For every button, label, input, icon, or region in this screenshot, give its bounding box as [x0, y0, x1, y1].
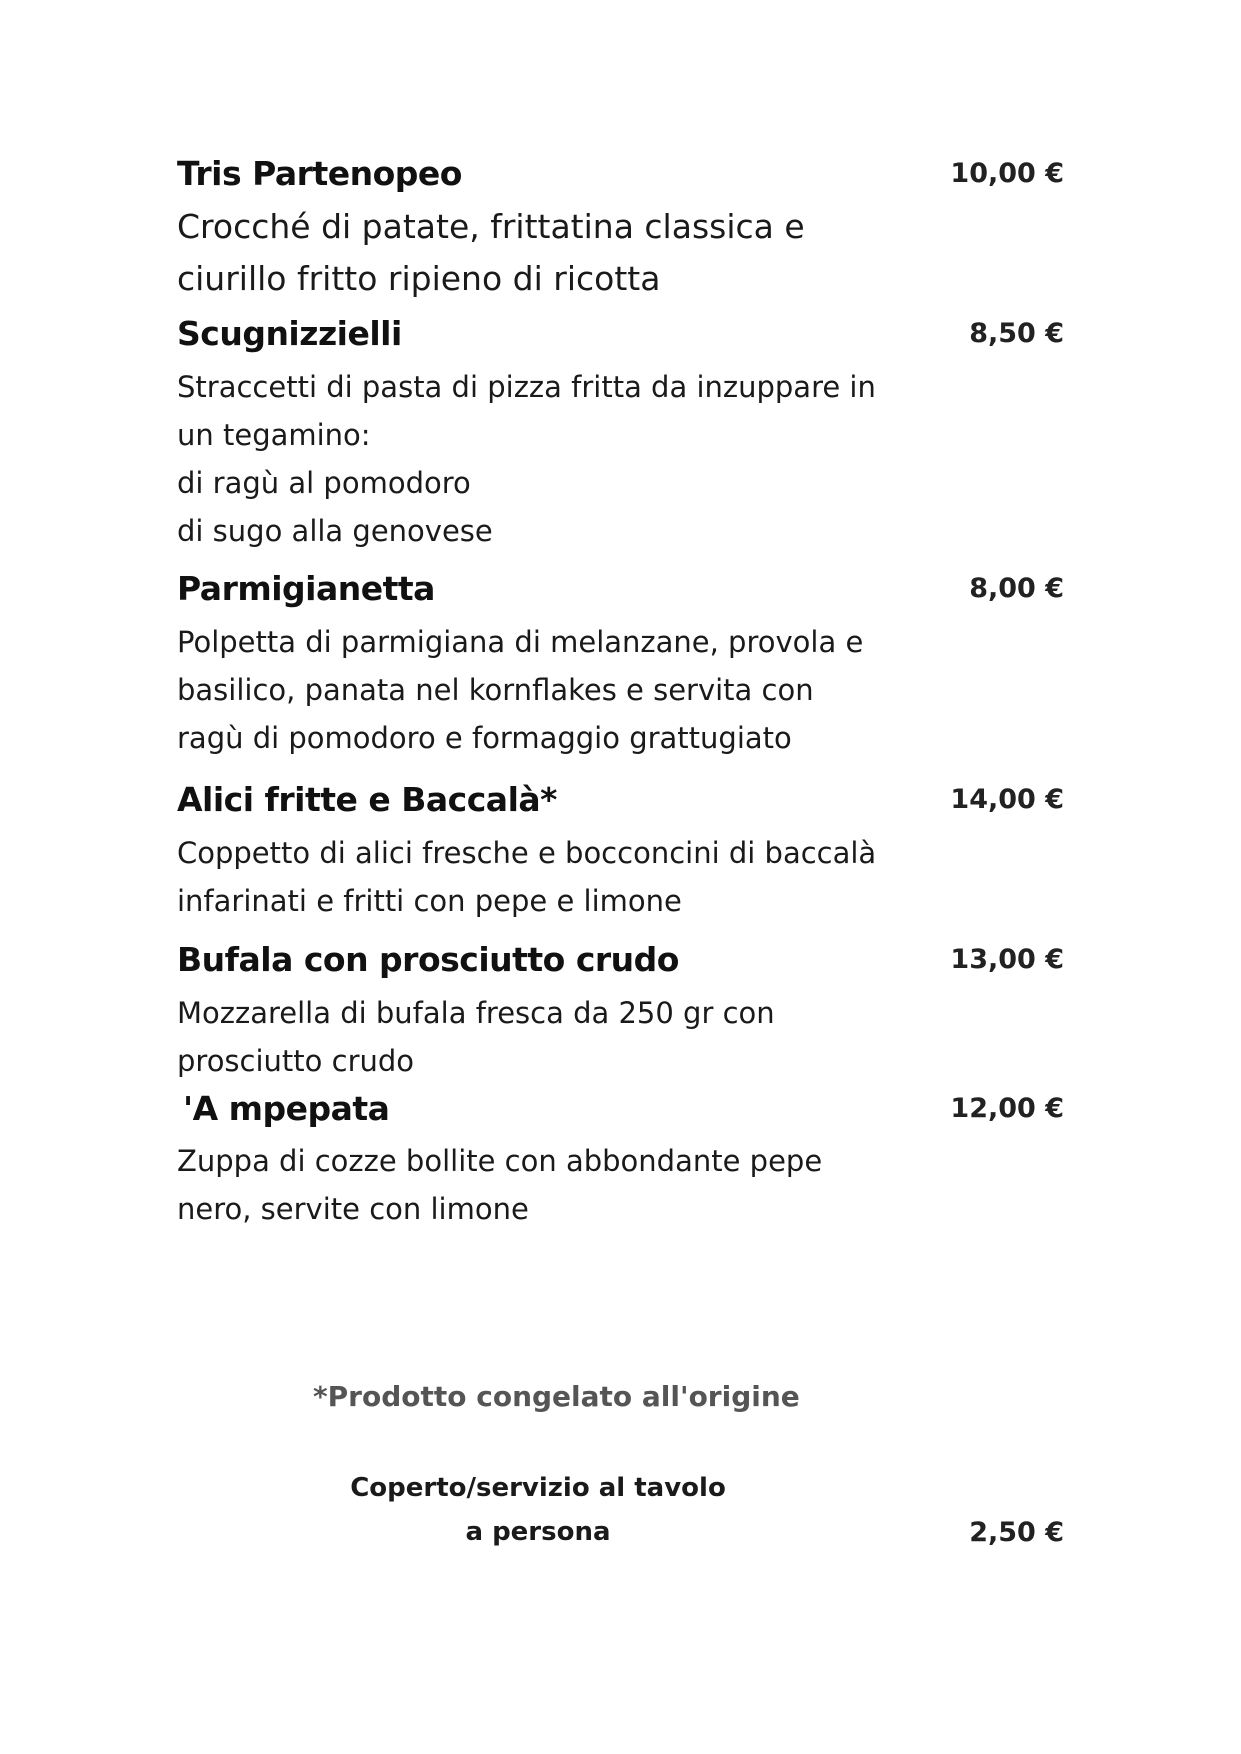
menu-item-desc-line: ragù di pomodoro e formaggio grattugiato: [177, 721, 792, 755]
menu-item-desc-line: Zuppa di cozze bollite con abbondante pepe: [177, 1144, 823, 1178]
menu-item-title: Alici fritte e Baccalà*: [177, 780, 557, 819]
menu-item-title: 'A mpepata: [183, 1089, 390, 1128]
cover-charge-label-line1: Coperto/servizio al tavolo: [350, 1473, 726, 1503]
menu-item-desc-line: un tegamino:: [177, 418, 371, 452]
menu-item-price: 13,00 €: [950, 944, 1064, 975]
menu-item-desc-line: Straccetti di pasta di pizza fritta da inzuppare in: [177, 370, 876, 404]
menu-item-title: Scugnizzielli: [177, 314, 402, 353]
menu-item-desc-line: Mozzarella di bufala fresca da 250 gr con: [177, 996, 775, 1030]
menu-item-desc-line: basilico, panata nel kornflakes e servita con: [177, 673, 814, 707]
menu-item-desc-line: Polpetta di parmigiana di melanzane, provola e: [177, 625, 864, 659]
menu-item-desc-line: infarinati e fritti con pepe e limone: [177, 884, 682, 918]
menu-item-price: 10,00 €: [950, 158, 1064, 189]
frozen-product-footnote: *Prodotto congelato all'origine: [313, 1380, 800, 1413]
menu-item-title: Tris Partenopeo: [177, 154, 462, 193]
menu-item-title: Bufala con prosciutto crudo: [177, 940, 679, 979]
menu-item-desc-line: di ragù al pomodoro: [177, 466, 471, 500]
menu-item-desc-line: ciurillo fritto ripieno di ricotta: [177, 259, 661, 298]
menu-item-desc-line: nero, servite con limone: [177, 1192, 529, 1226]
menu-item-price: 12,00 €: [950, 1093, 1064, 1124]
cover-charge-price: 2,50 €: [969, 1517, 1064, 1548]
menu-item-desc-line: prosciutto crudo: [177, 1044, 415, 1078]
menu-item-price: 8,50 €: [969, 318, 1064, 349]
menu-item-price: 14,00 €: [950, 784, 1064, 815]
menu-item-desc-line: Coppetto di alici fresche e bocconcini di baccalà: [177, 836, 877, 870]
cover-charge-label-line2: a persona: [465, 1517, 611, 1547]
menu-item-desc-line: di sugo alla genovese: [177, 514, 493, 548]
menu-item-price: 8,00 €: [969, 573, 1064, 604]
menu-item-title: Parmigianetta: [177, 569, 435, 608]
menu-item-desc-line: Crocché di patate, frittatina classica e: [177, 207, 805, 246]
